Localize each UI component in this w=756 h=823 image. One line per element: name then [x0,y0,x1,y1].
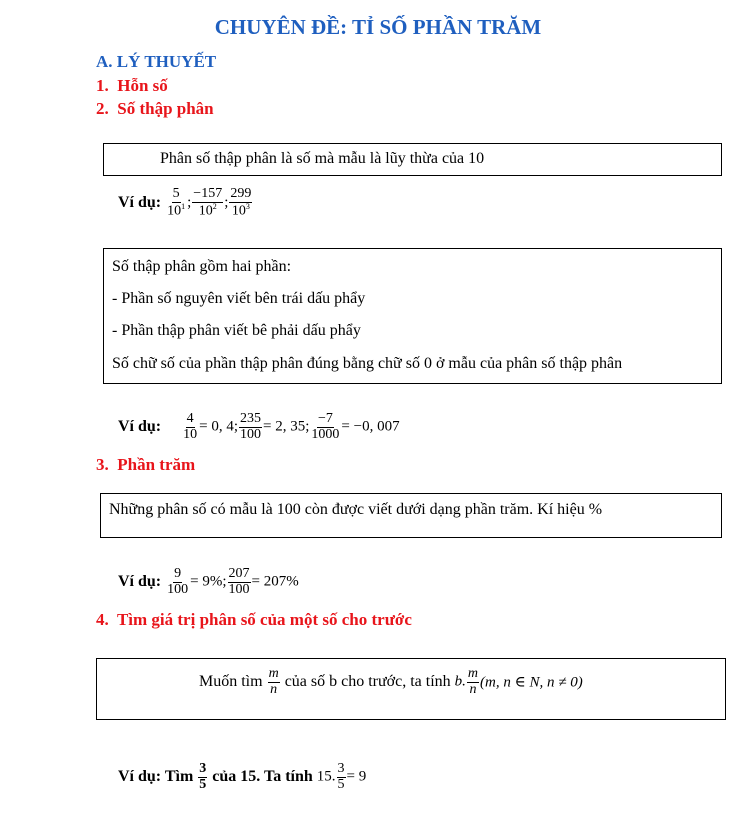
fraction: $\frac{m}{n}$ [268,666,279,697]
item-1-label: Hỗn số [117,76,168,95]
example-mid: của 15. Ta tính [212,768,313,786]
box-line: - Phần thập phân viết bê phải dấu phẩy [112,322,361,339]
section-a-heading: A. LÝ THUYẾT [96,52,217,71]
rule-pre: Muốn tìm [199,673,263,691]
item-4-label: Tìm giá trị phân số của một số cho trước [116,610,412,629]
fraction: $\frac{299}{10^3}$ [230,186,252,219]
fraction: $\frac{-157}{10^2}$ [193,186,223,219]
example-3 [118,567,299,597]
example-label: Ví dụ: Tìm [118,768,194,786]
item-2-label: Số thập phân [117,99,214,118]
result: = 207% [251,573,299,590]
separator: ; [187,194,192,211]
fraction: $\frac{9}{100}$ [167,566,189,597]
item-2-number: 2. [96,99,109,118]
example-label: Ví dụ: [118,194,162,212]
fraction: $\frac{3}{5}$ [337,761,345,792]
item-1-number: 1. [96,76,109,95]
example-4 [118,762,366,792]
fraction: $\frac{5}{10^1}$ [167,186,186,219]
fraction: $\frac{235}{100}$ [240,411,262,442]
box-line: Số thập phân gồm hai phần: [112,258,292,275]
fraction: $\frac{3}{5}$ [199,761,207,792]
definition-text: Những phân số có mẫu là 100 còn được viết dưới dạng phần trăm. Kí hiệu % [109,501,603,518]
example-1 [118,187,253,219]
result: = 9 [346,768,367,785]
result: = 9%; [190,573,227,590]
definition-box-fraction-of-number [96,658,726,720]
calc: 15. [316,768,336,785]
result: = −0, 007 [341,418,400,435]
item-3-heading [96,455,195,475]
item-2-heading [96,99,214,119]
item-3-label: Phần trăm [117,455,196,474]
item-1-heading [96,76,168,96]
separator: ; [224,194,229,211]
definition-box-percent [100,493,722,538]
item-3-number: 3. [96,455,109,474]
example-2 [118,412,400,442]
item-4-heading [96,610,412,630]
item-4-number: 4. [96,610,109,629]
fraction: $\frac{-7}{1000}$ [311,411,340,442]
rule-condition: (m, n ∈ N, n ≠ 0) [480,674,583,691]
page-title: CHUYÊN ĐỀ: TỈ SỐ PHẦN TRĂM [214,15,542,39]
definition-text: Phân số thập phân là số mà mẫu là lũy thừa của 10 [160,150,485,167]
rule-b: b. [454,673,466,690]
fraction: $\frac{207}{100}$ [228,566,250,597]
example-label: Ví dụ: [118,418,162,436]
box-line: Số chữ số của phần thập phân đúng bằng chữ số 0 ở mẫu của phân số thập phân [112,355,623,372]
rule-mid: của số b cho trước, ta tính [284,673,451,691]
fraction: $\frac{4}{10}$ [183,411,198,442]
definition-box-decimal-fraction [103,143,722,176]
result: = 0, 4; [199,418,239,435]
fraction: $\frac{m}{n}$ [467,666,479,697]
definition-box-decimal-number [103,248,722,384]
box-line: - Phần số nguyên viết bên trái dấu phẩy [112,290,366,307]
rule-text [199,667,583,697]
example-label: Ví dụ: [118,573,162,591]
result: = 2, 35; [263,418,310,435]
